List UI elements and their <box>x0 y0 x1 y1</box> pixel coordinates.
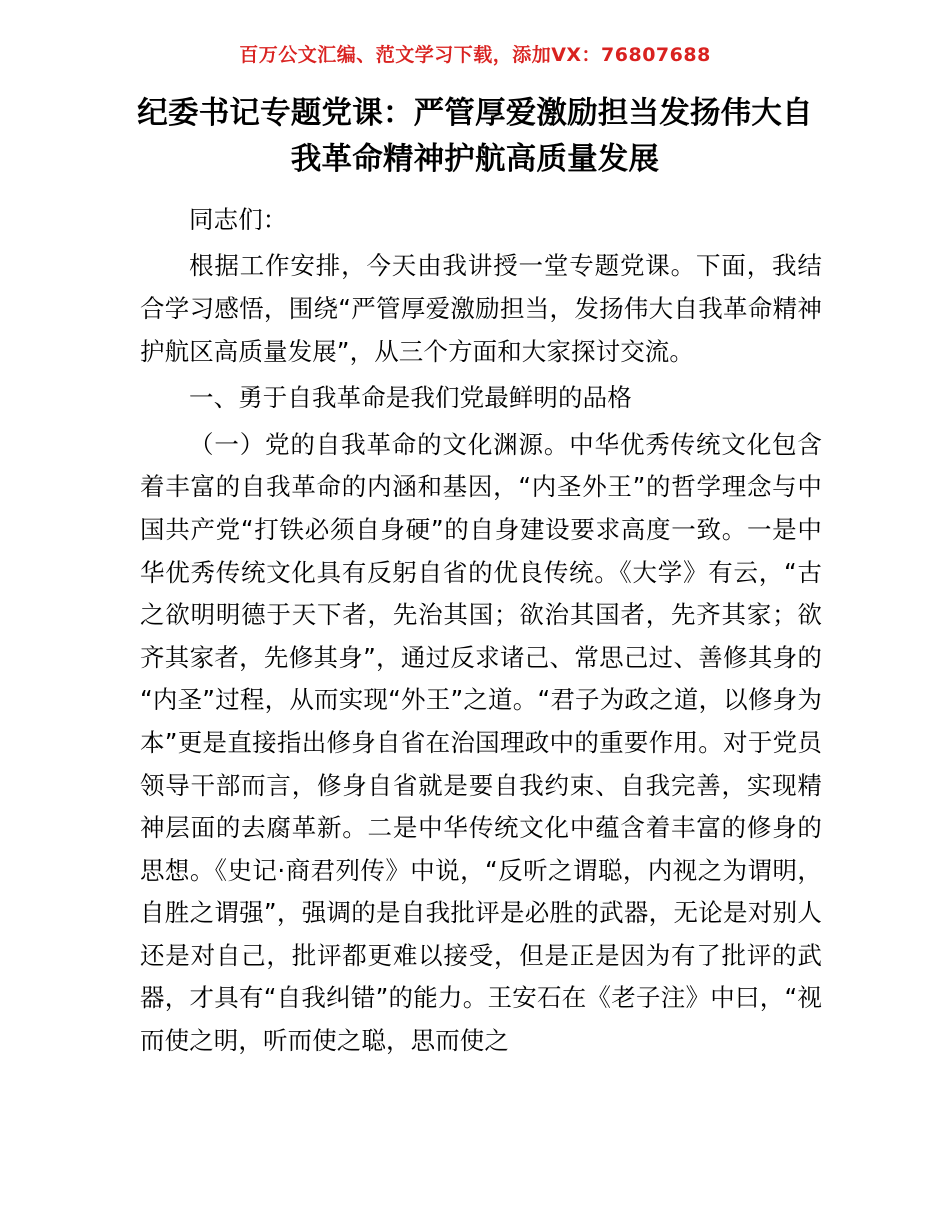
paragraph-intro: 根据工作安排，今天由我讲授一堂专题党课。下面，我结合学习感悟，围绕“严管厚爱激励担当，发扬伟大自我革命精神护航区高质量发展”，从三个方面和大家探讨交流。 <box>140 251 822 366</box>
salutation: 同志们： <box>189 204 288 234</box>
promo-banner <box>0 0 950 69</box>
promo-banner-text: 百万公文汇编、范文学习下载，添加VX：76807688 <box>239 44 711 66</box>
document-body <box>0 199 950 1063</box>
document-title: 纪委书记专题党课：严管厚爱激励担当发扬伟大自我革命精神护航高质量发展 <box>137 95 813 177</box>
paragraph-subsection-1-1: （一）党的自我革命的文化渊源。中华优秀传统文化包含着丰富的自我革命的内涵和基因，“内圣外王”的哲学理念与中国共产党“打铁必须自身硬”的自身建设要求高度一致。一是中华优秀传统文化具有反躬自省的优良传统。《大学》有云，“古之欲明明德于天下者，先治其国；欲治其国者，先齐其家；欲齐其家者，先修其身”，通过反求诸己、常思己过、善修其身的“内圣”过程，从而实现“外王”之道。“君子为政之道，以修身为本”更是直接指出修身自省在治国理政中的重要作用。对于党员领导干部而言，修身自省就是要自我约束、自我完善，实现精神层面的去腐革新。二是中华传统文化中蕴含着丰富的修身的思想。《史记·商君列传》中说，“反听之谓聪，内视之为谓明，自胜之谓强”，强调的是自我批评是必胜的武器，无论是对别人还是对自己，批评都更难以接受，但是正是因为有了批评的武器，才具有“自我纠错”的能力。王安石在《老子注》中曰，“视而使之明，听而使之聪，思而使之 <box>140 429 822 1056</box>
section-heading-1: 一、勇于自我革命是我们党最鲜明的品格 <box>189 383 632 413</box>
